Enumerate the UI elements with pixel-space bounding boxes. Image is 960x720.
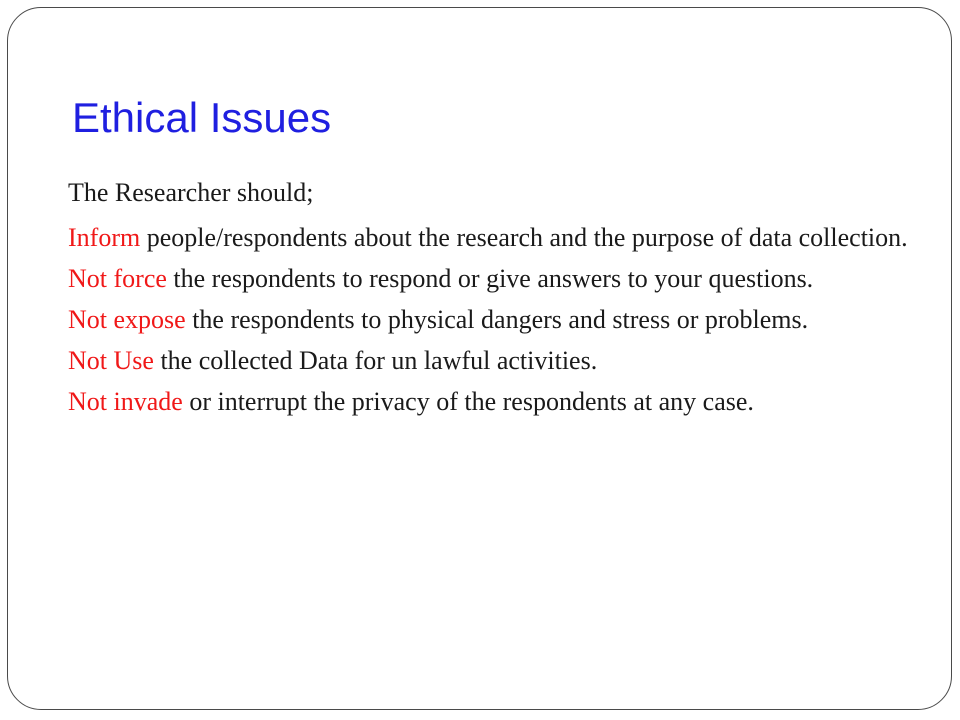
point-not-force-text: the respondents to respond or give answers to your questions. [166, 264, 814, 293]
keyword-not-invade: Not invade [68, 387, 183, 416]
keyword-inform: Inform [68, 223, 141, 252]
point-not-invade-text: or interrupt the privacy of the respondents at any case. [182, 387, 754, 416]
point-not-invade [68, 385, 908, 418]
point-inform [68, 221, 908, 254]
keyword-not-expose: Not expose [68, 305, 186, 334]
point-not-use-text: the collected Data for un lawful activities. [153, 346, 598, 375]
point-inform-text: people/respondents about the research and the purpose of data collection. [140, 223, 908, 252]
keyword-not-use: Not Use [68, 346, 154, 375]
point-not-use [68, 344, 908, 377]
point-not-expose [68, 303, 908, 336]
intro-line: The Researcher should; [68, 178, 314, 207]
point-not-expose-text: the respondents to physical dangers and stress or problems. [185, 305, 809, 334]
keyword-not-force: Not force [68, 264, 167, 293]
point-not-force [68, 262, 908, 295]
slide-frame [7, 7, 952, 710]
slide-title: Ethical Issues [72, 94, 332, 141]
slide-body [68, 176, 908, 426]
